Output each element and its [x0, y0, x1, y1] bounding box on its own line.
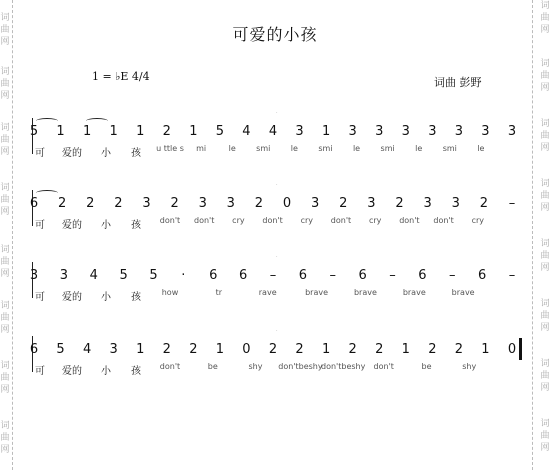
note: 6: [358, 268, 367, 283]
lyric: how: [161, 288, 179, 297]
note: 4: [89, 268, 98, 283]
lyric: 可: [35, 366, 45, 377]
lyric: smi: [256, 144, 271, 153]
note: 1: [56, 124, 65, 139]
note: 3: [109, 342, 118, 357]
watermark-char: 网: [0, 269, 10, 279]
lyric: 可: [35, 148, 45, 159]
note: 2: [428, 342, 437, 357]
note: 6: [29, 342, 39, 357]
watermark-char: 曲: [0, 195, 10, 205]
lyric: don't: [373, 362, 394, 371]
lyric: 孩: [131, 366, 141, 377]
note: 0: [282, 196, 292, 211]
final-barline: [519, 338, 522, 360]
lyric: 爱的: [62, 148, 82, 159]
watermark-char: 词: [540, 359, 550, 369]
note: 2: [170, 196, 179, 211]
note: –: [508, 268, 516, 283]
note: 2: [375, 342, 384, 357]
lyric: rave: [258, 288, 277, 297]
right-watermark-rail: [540, 0, 550, 470]
row-marker: ·: [276, 328, 278, 334]
lyric: mi: [196, 144, 207, 153]
lyric: 爱的: [62, 292, 82, 303]
watermark-char: 曲: [540, 371, 550, 381]
lyric: don'tbeshy: [278, 362, 323, 371]
lyric: smi: [442, 144, 457, 153]
song-authors: 词曲 彭野: [434, 76, 482, 89]
row-marker: ·: [276, 110, 278, 116]
lyric: 小: [101, 220, 111, 231]
note: 0: [507, 342, 517, 357]
watermark-char: 网: [540, 443, 550, 453]
slur: [36, 190, 58, 196]
watermark-char: 词: [540, 119, 550, 129]
note: 6: [238, 268, 248, 283]
lyric: 小: [101, 292, 111, 303]
lyric: cry: [368, 216, 382, 225]
note: 2: [479, 196, 489, 211]
lyric: tr: [215, 288, 223, 297]
note: 4: [82, 342, 92, 357]
note: 6: [418, 268, 427, 283]
watermark-char: 曲: [540, 191, 550, 201]
note: ·: [181, 268, 186, 283]
note: 1: [215, 342, 225, 357]
watermark-char: 词: [540, 299, 550, 309]
song-title: 可爱的小孩: [232, 25, 318, 44]
watermark-char: 词: [0, 13, 10, 23]
watermark-char: 网: [0, 37, 10, 47]
lyric: don't: [433, 216, 454, 225]
note: 2: [162, 124, 171, 139]
note: 2: [295, 342, 304, 357]
watermark-char: 网: [540, 25, 550, 35]
lyric: cry: [232, 216, 245, 225]
lyric: smi: [318, 144, 333, 153]
lyric: don't: [330, 216, 352, 225]
note: 3: [59, 268, 69, 283]
watermark-char: 词: [0, 245, 10, 255]
lyric: 爱的: [62, 366, 82, 377]
watermark-char: 网: [0, 207, 10, 217]
lyric: brave: [305, 288, 329, 297]
note: 5: [149, 268, 158, 283]
note: 1: [321, 124, 331, 139]
note: 3: [367, 196, 376, 211]
watermark-char: 网: [0, 385, 10, 395]
lyric: don't: [159, 362, 181, 371]
watermark-char: 词: [540, 179, 550, 189]
note: 3: [507, 124, 517, 139]
lyric: 可: [35, 220, 45, 231]
slur: [86, 118, 108, 124]
watermark-char: 网: [540, 323, 550, 333]
lyric: shy: [462, 362, 477, 371]
note: 1: [321, 342, 331, 357]
lyric: smi: [380, 144, 395, 153]
watermark-char: 词: [0, 421, 10, 431]
note: –: [508, 196, 516, 211]
lyric: u ttle s: [156, 144, 184, 153]
lyric: don't: [193, 216, 215, 225]
slur: [36, 118, 58, 124]
lyric: 孩: [131, 220, 141, 231]
watermark-char: 网: [540, 143, 550, 153]
lyric: 爱的: [62, 220, 82, 231]
note: –: [449, 268, 456, 283]
watermark-char: 词: [0, 361, 10, 371]
lyric: be: [421, 362, 432, 371]
note: 0: [242, 342, 251, 357]
note: –: [389, 268, 396, 283]
lyric: brave: [353, 288, 377, 297]
note: 2: [348, 342, 357, 357]
watermark-char: 曲: [0, 79, 10, 89]
lyric: 小: [101, 366, 111, 377]
note: 5: [56, 342, 65, 357]
note: 2: [86, 196, 95, 211]
note: 3: [481, 124, 490, 139]
watermark-char: 网: [540, 203, 550, 213]
watermark-char: 网: [0, 91, 10, 101]
note: 4: [268, 124, 278, 139]
lyric: 孩: [131, 292, 141, 303]
note: 3: [375, 124, 384, 139]
note: 3: [348, 124, 357, 139]
watermark-char: 词: [540, 59, 550, 69]
note: 6: [477, 268, 487, 283]
watermark-char: 曲: [540, 251, 550, 261]
note: 2: [395, 196, 404, 211]
lyric: le: [477, 144, 485, 153]
watermark-char: 曲: [0, 373, 10, 383]
note: 3: [311, 196, 320, 211]
lyric: don't: [159, 216, 181, 225]
lyric: le: [415, 144, 423, 153]
lyric: 孩: [131, 148, 141, 159]
note: 2: [339, 196, 348, 211]
note: 1: [136, 124, 145, 139]
note: 3: [423, 196, 432, 211]
watermark-char: 网: [540, 83, 550, 93]
watermark-char: 词: [540, 419, 550, 429]
watermark-char: 词: [0, 183, 10, 193]
note: 1: [136, 342, 145, 357]
lyric: cry: [471, 216, 484, 225]
lyric: don't: [399, 216, 420, 225]
watermark-char: 曲: [540, 71, 550, 81]
left-watermark-rail: [0, 0, 10, 470]
lyric: le: [352, 144, 361, 153]
row-marker: ·: [276, 254, 278, 260]
note: 5: [29, 124, 39, 139]
lyric: brave: [402, 288, 426, 297]
note: 1: [82, 124, 92, 139]
note: 3: [198, 196, 207, 211]
lyric: be: [207, 362, 218, 371]
watermark-char: 曲: [0, 257, 10, 267]
note: 3: [454, 124, 464, 139]
note: 2: [454, 342, 464, 357]
watermark-char: 曲: [540, 311, 550, 321]
row-marker: ·: [276, 182, 278, 188]
note: –: [269, 268, 277, 283]
note: 2: [268, 342, 278, 357]
note: 1: [481, 342, 490, 357]
watermark-char: 词: [0, 301, 10, 311]
lyric: le: [228, 144, 236, 153]
note: 3: [226, 196, 235, 211]
note: 2: [189, 342, 198, 357]
lyric: don't: [262, 216, 283, 225]
note: 3: [451, 196, 460, 211]
watermark-char: 网: [0, 325, 10, 335]
note: 2: [114, 196, 123, 211]
watermark-char: 词: [540, 1, 550, 11]
lyric: le: [290, 144, 298, 153]
note: 1: [189, 124, 198, 139]
watermark-char: 网: [540, 383, 550, 393]
note: 4: [242, 124, 251, 139]
watermark-char: 词: [0, 123, 10, 133]
watermark-char: 词: [0, 67, 10, 77]
watermark-char: 网: [540, 263, 550, 273]
note: 6: [209, 268, 218, 283]
note: 3: [401, 124, 410, 139]
note: 5: [215, 124, 225, 139]
watermark-char: 网: [0, 147, 10, 157]
note: –: [329, 268, 336, 283]
watermark-char: 曲: [0, 313, 10, 323]
note: 3: [295, 124, 304, 139]
note: 5: [119, 268, 128, 283]
note: 3: [428, 124, 437, 139]
note: 6: [298, 268, 308, 283]
note: 3: [29, 268, 39, 283]
note: 1: [109, 124, 118, 139]
lyric: shy: [248, 362, 263, 371]
note: 1: [401, 342, 410, 357]
lyric: cry: [300, 216, 313, 225]
lyric: brave: [451, 288, 475, 297]
note: 2: [162, 342, 171, 357]
lyric: 小: [101, 148, 111, 159]
note: 3: [142, 196, 151, 211]
watermark-char: 网: [0, 445, 10, 455]
watermark-char: 曲: [540, 13, 550, 23]
lyric: don'tbeshy: [321, 362, 366, 371]
note: 2: [57, 196, 67, 211]
note: 6: [29, 196, 39, 211]
watermark-char: 曲: [0, 135, 10, 145]
watermark-char: 曲: [0, 433, 10, 443]
watermark-char: 曲: [0, 25, 10, 35]
note: 2: [254, 196, 264, 211]
watermark-char: 词: [540, 239, 550, 249]
key-signature: 1 = ♭E 4/4: [92, 70, 150, 83]
watermark-char: 曲: [540, 431, 550, 441]
lyric: 可: [35, 292, 45, 303]
watermark-char: 曲: [540, 131, 550, 141]
